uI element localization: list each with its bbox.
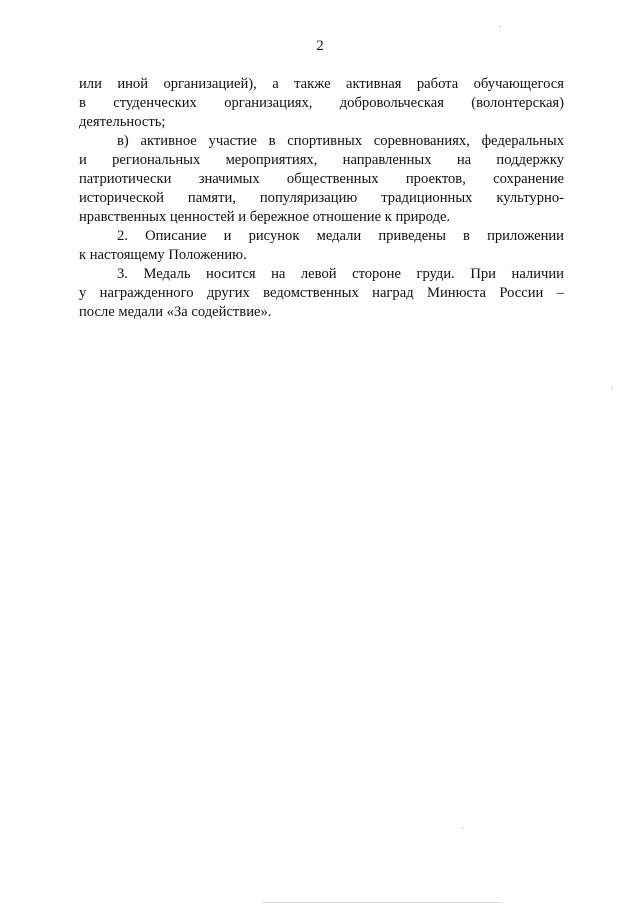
paragraph-item-v	[79, 132, 564, 227]
paragraph-point-3	[79, 265, 564, 322]
scan-artifact	[499, 26, 500, 27]
text-line: после медали «За содействие».	[79, 304, 272, 320]
paragraph-continuation	[79, 75, 564, 132]
text-line: 3. Медаль носится на левой стороне груди. При наличии	[117, 266, 564, 282]
scan-artifact	[612, 388, 613, 389]
text-line: к настоящему Положению.	[79, 247, 247, 263]
paragraph-point-2	[79, 227, 564, 265]
body-text	[79, 75, 564, 322]
text-line: или иной организацией), а также активная работа обучающегося	[79, 76, 564, 92]
text-line: деятельность;	[79, 114, 166, 130]
page-number: 2	[316, 38, 324, 54]
scan-artifact	[462, 828, 463, 829]
text-line: патриотически значимых общественных проектов, сохранение	[79, 171, 564, 187]
text-line: в) активное участие в спортивных соревнованиях, федеральных	[117, 133, 564, 149]
text-line: исторической памяти, популяризацию традиционных культурно-	[79, 190, 564, 206]
text-line: 2. Описание и рисунок медали приведены в приложении	[117, 228, 564, 244]
text-line: нравственных ценностей и бережное отношение к природе.	[79, 209, 451, 225]
text-line: у награжденного других ведомственных наград Минюста России –	[79, 285, 564, 301]
text-line: в студенческих организациях, добровольческая (волонтерская)	[79, 95, 564, 111]
scan-artifact	[262, 902, 502, 903]
text-line: и региональных мероприятиях, направленных на поддержку	[79, 152, 564, 168]
